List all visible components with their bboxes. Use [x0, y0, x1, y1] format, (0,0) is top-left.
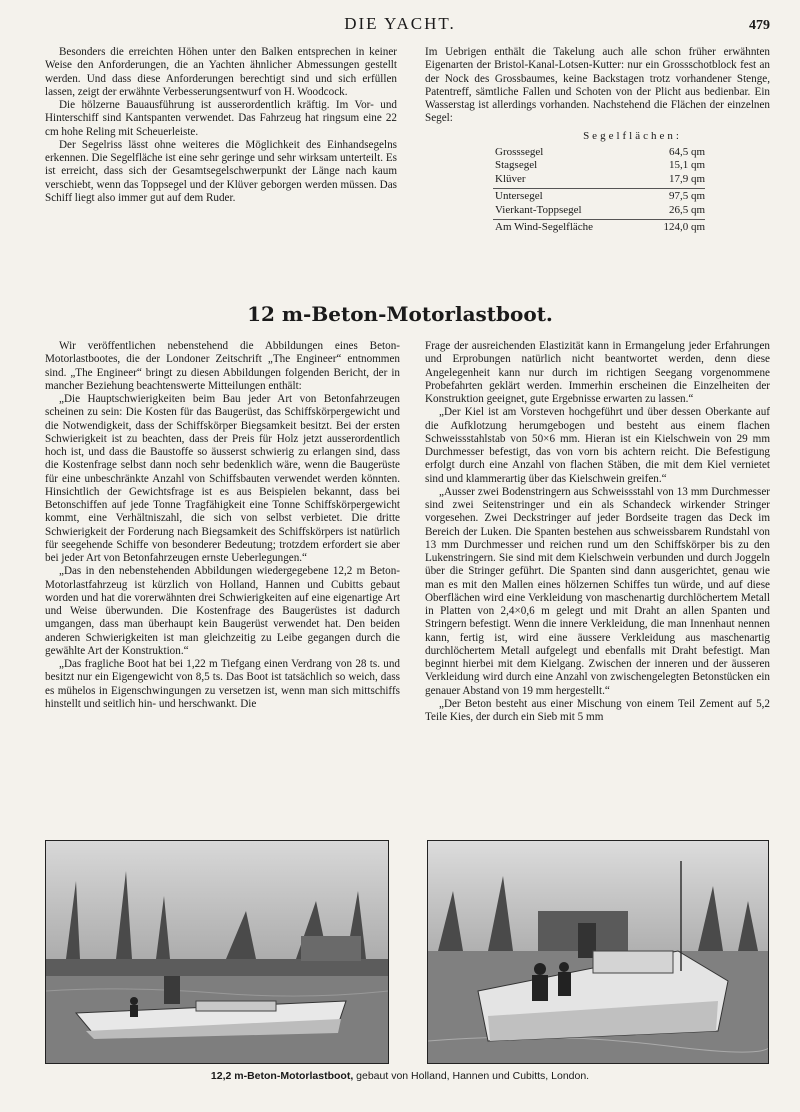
journal-title: DIE YACHT.	[344, 14, 456, 33]
top-right-column	[425, 46, 770, 235]
paragraph: „Das fragliche Boot hat bei 1,22 m Tiefgang einen Verdrang von 28 ts. und besitzt nur ein Eigengewicht von 8,5 ts. Das Boot ist tatsächlich so weich, dass es mühelos in Eigenschwingungen zu versetzen ist, wenn man sich mittschiffs hinstellt und seitlich hin- und herschwankt. Die	[45, 658, 400, 710]
photo-boat-side-view	[45, 840, 389, 1064]
page-number: 479	[749, 18, 770, 33]
table-rule	[493, 188, 705, 189]
sail-row	[495, 173, 705, 187]
sail-value: 64,5 qm	[668, 145, 705, 158]
paragraph: Wir veröffentlichen nebenstehend die Abbildungen eines Beton-Motorlastbootes, die der Londoner Zeitschrift „The Engineer“ entnommen sind. „The Engineer“ bringt zu diesen Abbildungen folgenden Bericht, der in mancher Beziehung beachtenswerte Mitteilungen enthält:	[45, 340, 400, 392]
sail-name: Stagsegel	[495, 159, 538, 172]
bottom-left-column	[45, 340, 400, 711]
sail-value: 15,1 qm	[668, 159, 705, 172]
paragraph: „Ausser zwei Bodenstringern aus Schweissstahl von 13 mm Durchmesser sind zwei Seitenstringer und ein als Schandeck wirkender Stringer vorgesehen. Zwei Deckstringer auf jeder Bordseite tragen das Deck im Bereich der Luken. Die Spanten bestehen aus schweissbarem Rundstahl von 13 mm Durchmesser und reichen rund um den Schiffskörper bis zu den Lukenstringern. Sie sind mit dem Kielschwein verbunden und durch Joggeln über die Stringer geführt. Die Spanten sind dann ausgerichtet, genau wie man es mit den Mallen eines hölzernen Schiffes tun würde, und auf diese Oberflächen wird eine Verkleidung von maschenartig durchlöchertem Metall in Platten von 2,4×0,6 m gelegt und mit Draht an allen Spanten und Stringern befestigt. Wenn die innere Verkleidung, die man Innenhaut nennen kann, fertig ist, wird eine äussere Verkleidung aus maschenartig durchlöchertem Metall aufgelegt und ebenfalls mit Draht befestigt. Man beginnt hierbei mit dem Kielgang. Zwischen der inneren und der äusseren Verkleidung wird durch eine Anzahl von zwischengelegten Betonstücken ein genauer Abstand von 19 mm hergestellt.“	[425, 485, 770, 697]
sail-value: 97,5 qm	[668, 190, 705, 203]
sail-row	[495, 159, 705, 173]
sail-value: 26,5 qm	[668, 203, 705, 216]
photo-boat-front-view	[427, 840, 769, 1064]
boat-front-photo-icon	[428, 841, 768, 1063]
sail-row	[495, 146, 705, 160]
paragraph: Besonders die erreichten Höhen unter den Balken entsprechen in keiner Weise den Anforderungen, die an Yachten ähnlicher Abmessungen gestellt werden. Und dass diese Anforderungen berechtigt sind und sich erfüllen lassen, zeigt der erwähnte Verbesserungsentwurf von H. Woodcock.	[45, 46, 397, 98]
paragraph: Die hölzerne Bauausführung ist ausserordentlich kräftig. Im Vor- und Hinterschiff sind Kantspanten verwendet. Das Fahrzeug hat ringsum eine 22 cm hohe Reling mit Scheuerleiste.	[45, 99, 397, 138]
table-rule	[493, 219, 705, 220]
paragraph: Im Uebrigen enthält die Takelung auch alle schon früher erwähnten Eigenarten der Bristol-Kanal-Lotsen-Kutter: nur ein Grossschotblock fest an der Nock des Grossbaumes, keine Backstagen trotz vorhandener Stenge, Patentreff, sämtliche Fallen und Schoten von der Plicht aus bedienbar. Ein Wasserstag ist allerdings vorhanden. Nachstehend die Flächen der einzelnen Segel:	[425, 46, 770, 125]
bottom-right-column	[425, 340, 770, 724]
sail-name: Grosssegel	[495, 145, 544, 158]
sail-value: 124,0 qm	[663, 221, 705, 234]
paragraph: „Die Hauptschwierigkeiten beim Bau jeder Art von Betonfahrzeugen scheinen zu sein: Die Kosten für das Baugerüst, das Schiffskörpergewicht und die Notwendigkeit, dass der Schiffskörper Biegsamkeit besitzt. Bei der ersten Schwierigkeit ist zu beachten, dass der Preis für Holz jetzt ausserordentlich hoch ist, und dass die Baustoffe so äusserst schwierig zu erlangen sind, dass die Kostenfrage selbst dann noch sehr bedenklich wäre, wenn die Baugerüste für eine unbeschränkte Anzahl von Schiffsbauten verwendet werden könnten. Hinsichtlich der Gewichtsfrage ist es aus Beispielen bekannt, dass bei Betonschiffen auf jede Tonne Tragfähigkeit eine Tonne Schiffskörpergewicht kommt, eine Verhältniszahl, die sich von selbst verbietet. Die dritte Schwierigkeit der Forderung nach Biegsamkeit des Schiffskörpers ist natürlich für seegehende Schiffe von besonderer Bedeutung; trotzdem erfordert sie aber bei jeder Art von Betonfahrzeugen ernste Ueberlegungen.“	[45, 393, 400, 564]
sail-value: 17,9 qm	[668, 172, 705, 185]
top-left-column	[45, 46, 397, 205]
paragraph: Frage der ausreichenden Elastizität kann in Ermangelung jeder Erfahrungen und Erprobungen natürlich nicht beantwortet werden, denn diese Angelegenheit kann nur durch im richtigen Seegang vorgenommene Probefahrten geklärt werden. Immerhin erscheinen die Einzelheiten der Konstruktion geeignet, gute Ergebnisse erwarten zu lassen.“	[425, 340, 770, 405]
sail-total-row	[495, 221, 705, 235]
sail-name: Am Wind-Segelfläche	[495, 221, 594, 234]
running-head	[0, 14, 800, 40]
sail-name: Untersegel	[495, 190, 543, 203]
paragraph: „Der Kiel ist am Vorsteven hochgeführt und über dessen Oberkante auf die Aufklotzung herumgebogen und besteht aus einem flachen Schweissstahlstab von 50×6 mm. Hieran ist ein Kielschwein von 29 mm Durchmesser befestigt, das von vorn bis achtern reicht. Die Befestigung erfolgt durch eine Anzahl von flachen Stäben, die mit dem Kiel vernietet sind und klammerartig über das Kielschwein greifen.“	[425, 406, 770, 485]
sail-name: Klüver	[495, 172, 526, 185]
boat-side-photo-icon	[46, 841, 388, 1063]
caption-bold: 12,2 m-Beton-Motorlastboot,	[210, 1070, 354, 1082]
sail-table-heading: Segelflächen:	[583, 129, 682, 142]
paragraph: „Der Beton besteht aus einer Mischung von einem Teil Zement auf 5,2 Teile Kies, der durch ein Sieb mit 5 mm	[425, 697, 770, 723]
sail-name: Vierkant-Toppsegel	[495, 203, 582, 216]
paragraph: „Das in den nebenstehenden Abbildungen wiedergegebene 12,2 m Beton-Motorlastfahrzeug ist kürzlich von Holland, Hannen und Cubitts gebaut worden und hat die vorerwähnten drei Schwierigkeiten auf eine eigenartige Art und Weise überwunden. Die Kostenfrage des Baugerüstes ist dadurch umgangen, dass man überhaupt kein Baugerüst verwendet hat. Den beiden anderen Schwierigkeiten ist man gleichzeitig zu Leibe gegangen durch die gewählte Art der Konstruktion.“	[45, 565, 400, 657]
article-title: 12 m-Beton-Motorlastboot.	[247, 302, 553, 326]
paragraph: Der Segelriss lässt ohne weiteres die Möglichkeit des Einhandsegelns erkennen. Die Segelfläche ist eine sehr geringe und sehr wirksam unterteilt. Es ist erreicht, dass sich der Gesamtsegelschwerpunkt der Länge nach kaum verschiebt, wenn das Toppsegel und der Klüver geborgen werden müssen. Das Schiff liegt also immer gut auf dem Ruder.	[45, 138, 397, 204]
sail-row	[495, 190, 705, 204]
figure-caption	[0, 1070, 800, 1082]
sail-row	[495, 204, 705, 218]
sail-area-table	[425, 130, 770, 235]
caption-rest: gebaut von Holland, Hannen und Cubitts, London.	[353, 1070, 590, 1082]
